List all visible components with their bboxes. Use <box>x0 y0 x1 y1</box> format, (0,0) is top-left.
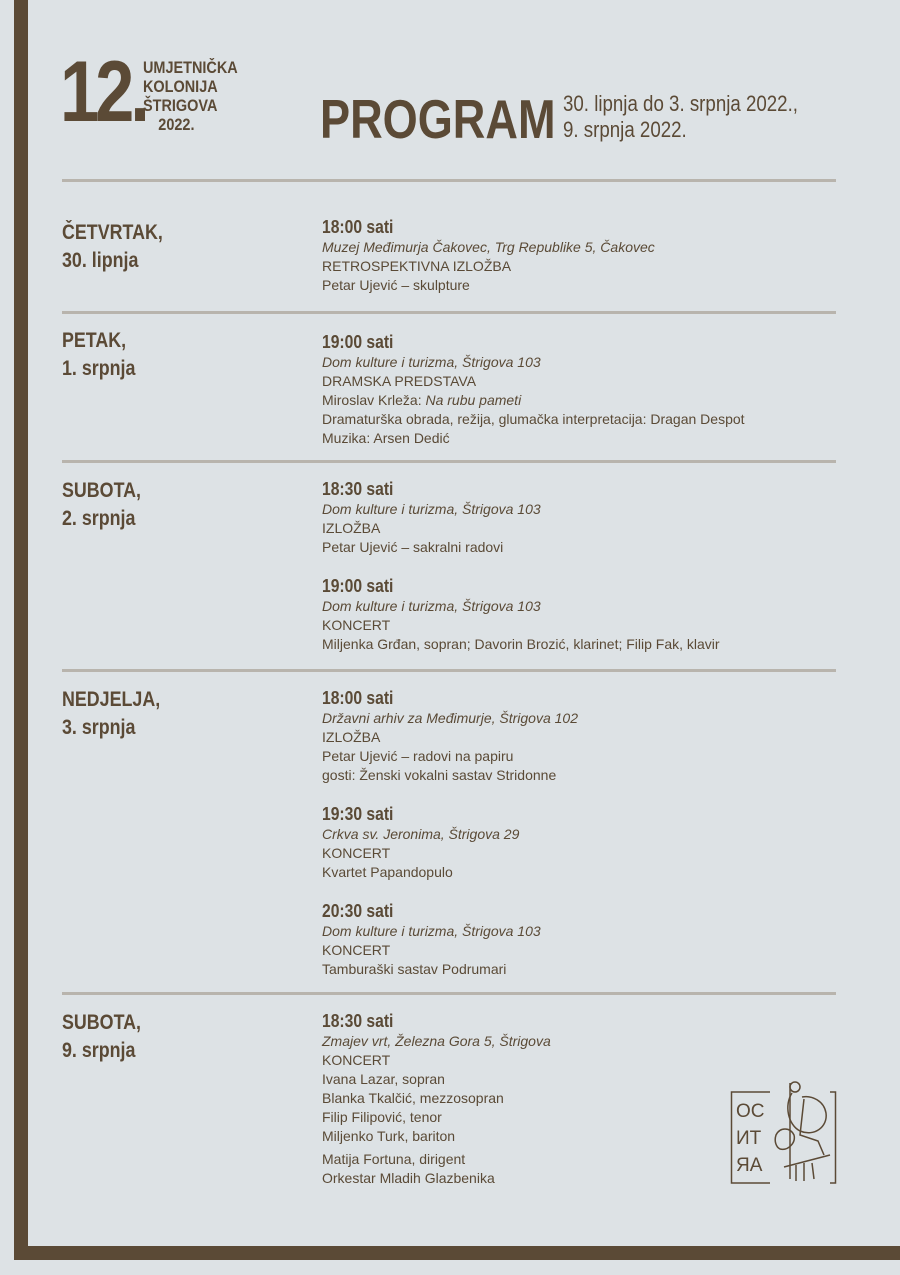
event-time: 19:00 sati <box>322 332 394 352</box>
logo-text: ЯA <box>736 1155 763 1176</box>
event <box>322 687 842 785</box>
event-location: Dom kulture i turizma, Štrigova 103 <box>322 354 541 370</box>
event-type: RETROSPEKTIVNA IZLOŽBA <box>322 258 512 274</box>
event-detail: Petar Ujević – sakralni radovi <box>322 539 504 555</box>
day-name: SUBOTA, <box>62 479 142 502</box>
event-type: KONCERT <box>322 845 391 861</box>
event-location: Dom kulture i turizma, Štrigova 103 <box>322 501 541 517</box>
event-detail: Petar Ujević – radovi na papiru <box>322 748 514 764</box>
event-location: Državni arhiv za Međimurje, Štrigova 102 <box>322 710 578 726</box>
logo-text: OC <box>736 1101 765 1122</box>
day-heading <box>62 686 160 742</box>
event-type: KONCERT <box>322 1052 391 1068</box>
colony-title-line: UMJETNIČKA <box>143 58 238 77</box>
divider <box>62 992 836 995</box>
event-detail: Ivana Lazar, sopran <box>322 1071 445 1087</box>
event <box>322 331 842 448</box>
event-time: 18:00 sati <box>322 217 394 237</box>
event-time: 18:30 sati <box>322 479 394 499</box>
event-location: Muzej Međimurja Čakovec, Trg Republike 5, Čakovec <box>322 239 655 255</box>
event-type: KONCERT <box>322 617 391 633</box>
event-detail: Miljenko Turk, bariton <box>322 1128 456 1144</box>
day-name: ČETVRTAK, <box>62 221 163 244</box>
event-detail: Matija Fortuna, dirigent <box>322 1151 466 1167</box>
event-location: Crkva sv. Jeronima, Štrigova 29 <box>322 826 520 842</box>
colony-title-line: ŠTRIGOVA <box>143 96 218 115</box>
event-type: IZLOŽBA <box>322 520 381 536</box>
event-detail: Filip Filipović, tenor <box>322 1109 442 1125</box>
colony-title-line: KOLONIJA <box>143 77 218 96</box>
event-time: 18:30 sati <box>322 1011 394 1031</box>
event-detail: Blanka Tkalčić, mezzosopran <box>322 1090 504 1106</box>
event-time: 20:30 sati <box>322 901 394 921</box>
day-name: SUBOTA, <box>62 1011 142 1034</box>
event-location: Dom kulture i turizma, Štrigova 103 <box>322 598 541 614</box>
play-author: Miroslav Krleža: <box>322 392 426 408</box>
colony-title <box>143 58 238 134</box>
event <box>322 900 842 979</box>
dates-line: 9. srpnja 2022. <box>563 117 687 142</box>
event <box>322 216 842 295</box>
play-title: Na rubu pameti <box>425 392 522 408</box>
event-detail: Kvartet Papandopulo <box>322 864 453 880</box>
day-heading <box>62 1009 141 1065</box>
day-date: 30. lipnja <box>62 249 139 272</box>
event-location: Dom kulture i turizma, Štrigova 103 <box>322 923 541 939</box>
day-date: 2. srpnja <box>62 507 136 530</box>
divider <box>62 179 836 182</box>
event <box>322 478 842 557</box>
event-detail: gosti: Ženski vokalni sastav Stridonne <box>322 767 557 783</box>
event-time: 18:00 sati <box>322 688 394 708</box>
left-frame-bar <box>14 0 28 1260</box>
event-detail: Orkestar Mladih Glazbenika <box>322 1170 495 1186</box>
day-name: PETAK, <box>62 329 127 352</box>
event-location: Zmajev vrt, Železna Gora 5, Štrigova <box>322 1033 551 1049</box>
dates-line: 30. lipnja do 3. srpnja 2022., <box>563 91 798 116</box>
day-heading <box>62 327 135 383</box>
event-type: IZLOŽBA <box>322 729 381 745</box>
event-detail: Petar Ujević – skulpture <box>322 277 470 293</box>
event-detail: Dramaturška obrada, režija, glumačka interpretacija: Dragan Despot <box>322 411 745 427</box>
divider <box>62 460 836 463</box>
event <box>322 803 842 882</box>
day-heading <box>62 477 141 533</box>
event-type: KONCERT <box>322 942 391 958</box>
day-heading <box>62 219 163 275</box>
event <box>322 575 842 654</box>
cellist-logo-icon <box>730 1075 838 1185</box>
event-time: 19:00 sati <box>322 576 394 596</box>
bottom-frame-bar <box>14 1246 900 1260</box>
day-date: 3. srpnja <box>62 716 136 739</box>
divider <box>62 311 836 314</box>
page-title: PROGRAM <box>320 88 556 150</box>
program-dates <box>563 91 798 143</box>
day-name: NEDJELJA, <box>62 688 161 711</box>
day-date: 1. srpnja <box>62 357 136 380</box>
divider <box>62 669 836 672</box>
colony-year: 2022. <box>158 115 195 134</box>
event-type: DRAMSKA PREDSTAVA <box>322 373 477 389</box>
event-detail: Tamburaški sastav Podrumari <box>322 961 507 977</box>
event-time: 19:30 sati <box>322 804 394 824</box>
event-detail: Muzika: Arsen Dedić <box>322 430 450 446</box>
edition-number: 12. <box>60 44 146 140</box>
event-detail: Miljenka Grđan, sopran; Davorin Brozić, klarinet; Filip Fak, klavir <box>322 636 720 652</box>
logo-text: ИТ <box>736 1128 762 1149</box>
event-detail <box>322 391 842 410</box>
day-date: 9. srpnja <box>62 1039 136 1062</box>
